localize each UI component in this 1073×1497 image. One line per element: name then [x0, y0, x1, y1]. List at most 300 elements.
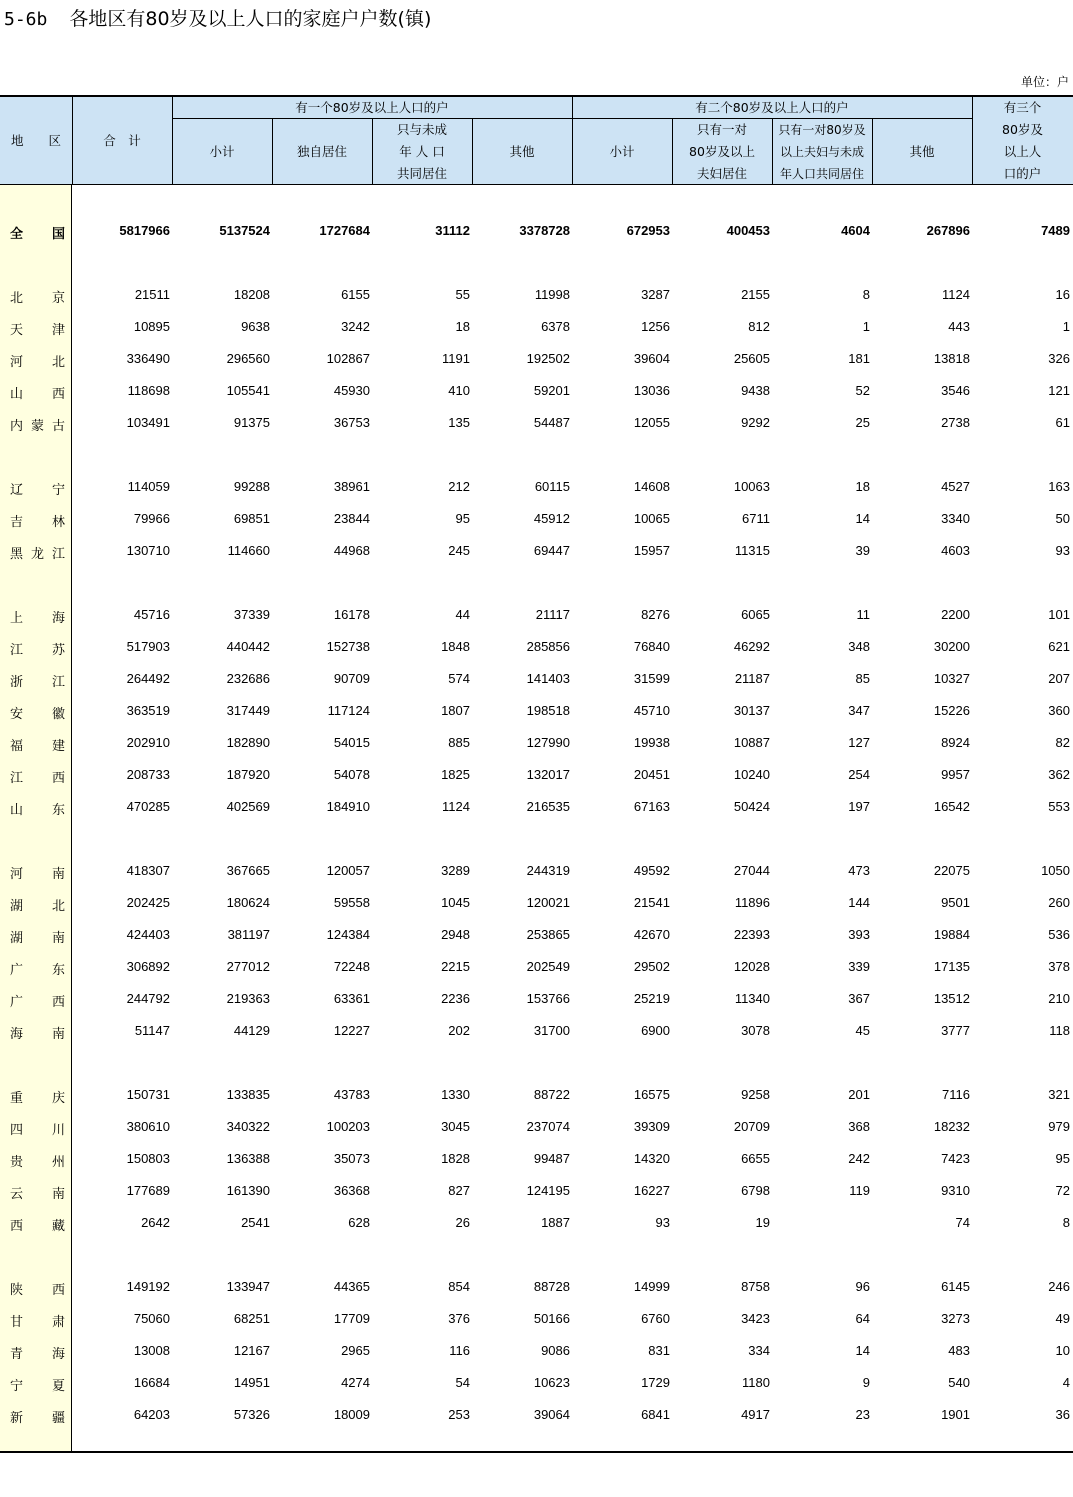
- region-name-char: 南: [52, 867, 66, 882]
- data-table: [0, 95, 1073, 1451]
- table-cell: 13008: [133, 1343, 170, 1358]
- region-name: [0, 695, 72, 727]
- region-name-char: 东: [52, 963, 66, 978]
- region-name: [0, 1271, 72, 1303]
- table-cell: 150731: [126, 1087, 170, 1102]
- region-name-char: 徽: [52, 707, 66, 722]
- table-cell: 8758: [741, 1279, 770, 1294]
- table-cell: 59201: [533, 383, 570, 398]
- table-cell: 254: [848, 767, 870, 782]
- table-cell: 144: [848, 895, 870, 910]
- table-cell: 10240: [733, 767, 770, 782]
- table-cell: 57326: [233, 1407, 270, 1422]
- table-cell: 12227: [333, 1023, 370, 1038]
- table-cell: 187920: [226, 767, 270, 782]
- region-name-char: 江: [10, 771, 24, 786]
- table-cell: 127: [848, 735, 870, 750]
- table-cell: 17135: [933, 959, 970, 974]
- table-cell: 13512: [933, 991, 970, 1006]
- table-cell: 326: [1048, 351, 1070, 366]
- table-row: [0, 535, 1073, 567]
- table-cell: 72: [1055, 1183, 1070, 1198]
- table-cell: 12167: [233, 1343, 270, 1358]
- table-cell: 51147: [134, 1023, 170, 1038]
- table-cell: 3423: [741, 1311, 770, 1326]
- table-cell: 25605: [733, 351, 770, 366]
- table-cell: 11315: [734, 543, 770, 558]
- table-cell: 10887: [733, 735, 770, 750]
- table-cell: 127990: [526, 735, 570, 750]
- table-cell: 85: [855, 671, 870, 686]
- table-cell: 38961: [333, 479, 370, 494]
- table-cell: 18232: [933, 1119, 970, 1134]
- table-row: [0, 1367, 1073, 1399]
- region-name: [0, 503, 72, 535]
- table-title-text: 各地区有80岁及以上人口的家庭户户数(镇): [69, 8, 432, 30]
- table-cell: 130710: [126, 543, 170, 558]
- table-cell: 1050: [1041, 863, 1070, 878]
- table-cell: 363519: [126, 703, 170, 718]
- table-cell: 198518: [526, 703, 570, 718]
- region-name-char: 建: [52, 739, 66, 754]
- table-cell: 27044: [733, 863, 770, 878]
- table-cell: 39: [855, 543, 870, 558]
- region-name-char: 京: [52, 291, 66, 306]
- region-name-char: 川: [52, 1123, 66, 1138]
- table-cell: 79966: [133, 511, 170, 526]
- table-cell: 6711: [742, 511, 770, 526]
- header-total: 合 计: [103, 133, 141, 148]
- table-cell: 22393: [733, 927, 770, 942]
- table-cell: 30137: [733, 703, 770, 718]
- table-cell: 4603: [941, 543, 970, 558]
- table-cell: 237074: [526, 1119, 570, 1134]
- table-cell: 885: [448, 735, 470, 750]
- table-row: [0, 1015, 1073, 1047]
- table-cell: 21541: [633, 895, 670, 910]
- table-cell: 192502: [526, 351, 570, 366]
- table-cell: 31599: [633, 671, 670, 686]
- region-name-char: 内: [10, 419, 24, 434]
- table-cell: 6900: [641, 1023, 670, 1038]
- table-cell: 2236: [441, 991, 470, 1006]
- header-group-two: 有二个80岁及以上人口的户: [695, 99, 849, 115]
- table-row: [0, 599, 1073, 631]
- table-cell: 22075: [933, 863, 970, 878]
- table-cell: 99288: [233, 479, 270, 494]
- table-cell: 11896: [734, 895, 770, 910]
- table-cell: 321: [1048, 1087, 1070, 1102]
- table-cell: 44129: [233, 1023, 270, 1038]
- table-cell: 7116: [942, 1087, 970, 1102]
- table-row: [0, 919, 1073, 951]
- header-two-other: 其他: [909, 143, 935, 159]
- header-two-couple: 只有一对 80岁及以上 夫妇居住: [689, 121, 755, 181]
- table-cell: 184910: [326, 799, 370, 814]
- table-cell: 15957: [633, 543, 670, 558]
- table-row: [0, 983, 1073, 1015]
- table-cell: 6378: [541, 319, 570, 334]
- region-name: [0, 887, 72, 919]
- region-name-char: 疆: [52, 1411, 66, 1426]
- table-row: [0, 407, 1073, 439]
- table-cell: 153766: [526, 991, 570, 1006]
- table-cell: 339: [848, 959, 870, 974]
- table-row: [0, 1399, 1073, 1431]
- region-name: [0, 535, 72, 567]
- table-cell: 133835: [226, 1087, 270, 1102]
- region-name: [0, 215, 72, 247]
- table-cell: [772, 1207, 870, 1239]
- table-cell: 152738: [326, 639, 370, 654]
- table-cell: 105541: [226, 383, 270, 398]
- region-name-char: 庆: [52, 1091, 66, 1106]
- table-cell: 574: [448, 671, 470, 686]
- table-cell: 1887: [541, 1215, 570, 1230]
- table-cell: 21187: [734, 671, 770, 686]
- header-region: 地 区: [10, 133, 61, 148]
- table-cell: 49592: [633, 863, 670, 878]
- table-cell: 54015: [333, 735, 370, 750]
- region-name-char: 甘: [10, 1315, 24, 1330]
- table-cell: 483: [948, 1343, 970, 1358]
- table-cell: 536: [1048, 927, 1070, 942]
- table-cell: 54078: [333, 767, 370, 782]
- table-row: [0, 1303, 1073, 1335]
- table-cell: 31112: [435, 223, 470, 238]
- region-name-char: 蒙: [31, 419, 45, 434]
- table-row: [0, 279, 1073, 311]
- table-row: [0, 951, 1073, 983]
- region-name-char: 江: [10, 643, 24, 658]
- table-cell: 45912: [533, 511, 570, 526]
- table-cell: 244319: [526, 863, 570, 878]
- table-title: [4, 4, 431, 31]
- region-name-char: 西: [10, 1219, 24, 1234]
- table-cell: 16227: [633, 1183, 670, 1198]
- table-cell: 306892: [126, 959, 170, 974]
- table-cell: 2215: [441, 959, 470, 974]
- table-cell: 103491: [126, 415, 170, 430]
- region-name-char: 西: [52, 771, 66, 786]
- header-two-couple-minor: 只有一对80岁及 以上夫妇与未成 年人口共同居住: [778, 122, 866, 181]
- region-name-char: 广: [10, 995, 24, 1010]
- region-name: [0, 1079, 72, 1111]
- table-cell: 232686: [226, 671, 270, 686]
- table-cell: 253: [448, 1407, 470, 1422]
- table-cell: 201: [848, 1087, 870, 1102]
- table-cell: 44968: [333, 543, 370, 558]
- table-cell: 9957: [941, 767, 970, 782]
- table-cell: 242: [848, 1151, 870, 1166]
- table-cell: 1828: [441, 1151, 470, 1166]
- table-cell: 6655: [741, 1151, 770, 1166]
- table-cell: 3378728: [519, 223, 570, 238]
- region-name-char: 福: [10, 739, 24, 754]
- region-name-char: 宁: [10, 1379, 24, 1394]
- region-name-char: 天: [10, 323, 24, 338]
- region-name-char: 湖: [10, 931, 24, 946]
- table-cell: 96: [855, 1279, 870, 1294]
- table-row: [0, 759, 1073, 791]
- region-name-char: 陕: [10, 1283, 24, 1298]
- table-cell: 4274: [341, 1375, 370, 1390]
- table-cell: 21511: [134, 287, 170, 302]
- region-name: [0, 727, 72, 759]
- table-cell: 69447: [533, 543, 570, 558]
- table-cell: 1330: [441, 1087, 470, 1102]
- table-cell: 2948: [441, 927, 470, 942]
- table-cell: 26: [455, 1215, 470, 1230]
- table-row: [0, 1111, 1073, 1143]
- table-cell: 8276: [641, 607, 670, 622]
- table-row: [0, 1207, 1073, 1239]
- table-cell: 100203: [326, 1119, 370, 1134]
- table-cell: 1256: [641, 319, 670, 334]
- table-cell: 54: [455, 1375, 470, 1390]
- table-row: [0, 471, 1073, 503]
- table-row: [0, 695, 1073, 727]
- table-cell: 245: [448, 543, 470, 558]
- region-name-char: 云: [10, 1187, 24, 1202]
- table-cell: 150803: [126, 1151, 170, 1166]
- table-cell: 16542: [933, 799, 970, 814]
- table-cell: 348: [848, 639, 870, 654]
- table-cell: 6798: [741, 1183, 770, 1198]
- table-cell: 120057: [326, 863, 370, 878]
- region-name: [0, 375, 72, 407]
- table-cell: 1848: [441, 639, 470, 654]
- table-cell: 10065: [633, 511, 670, 526]
- table-cell: 141403: [526, 671, 570, 686]
- table-cell: 2155: [741, 287, 770, 302]
- region-name: [0, 1367, 72, 1399]
- region-name: [0, 407, 72, 439]
- region-name-char: 西: [52, 387, 66, 402]
- table-cell: 336490: [126, 351, 170, 366]
- table-cell: 347: [848, 703, 870, 718]
- table-cell: 59558: [333, 895, 370, 910]
- table-cell: 400453: [726, 223, 770, 238]
- table-cell: 410: [448, 383, 470, 398]
- table-cell: 6065: [741, 607, 770, 622]
- region-name-char: 北: [52, 355, 66, 370]
- table-row: [0, 215, 1073, 247]
- table-cell: 9438: [741, 383, 770, 398]
- region-name: [0, 599, 72, 631]
- table-cell: 1191: [442, 351, 470, 366]
- table-cell: 99487: [533, 1151, 570, 1166]
- table-cell: 133947: [226, 1279, 270, 1294]
- table-cell: 827: [448, 1183, 470, 1198]
- table-cell: 3340: [941, 511, 970, 526]
- table-cell: 202549: [526, 959, 570, 974]
- region-name-char: 宁: [52, 483, 66, 498]
- region-name: [0, 951, 72, 983]
- table-cell: 20451: [633, 767, 670, 782]
- region-name-char: 贵: [10, 1155, 24, 1170]
- region-name-char: 江: [52, 547, 66, 562]
- region-name-char: 重: [10, 1091, 24, 1106]
- region-name-char: 夏: [52, 1379, 66, 1394]
- table-cell: 46292: [733, 639, 770, 654]
- table-cell: 3777: [941, 1023, 970, 1038]
- table-cell: 135: [448, 415, 470, 430]
- table-cell: 36753: [333, 415, 370, 430]
- table-row: [0, 1271, 1073, 1303]
- table-cell: 14999: [633, 1279, 670, 1294]
- table-cell: 376: [448, 1311, 470, 1326]
- table-cell: 75060: [133, 1311, 170, 1326]
- table-cell: 4604: [841, 223, 870, 238]
- table-cell: 7423: [941, 1151, 970, 1166]
- table-row: [0, 1143, 1073, 1175]
- header-group-three: 有三个 80岁及 以上人 口的户: [1002, 100, 1043, 181]
- table-cell: 118: [1049, 1023, 1070, 1038]
- table-cell: 2642: [141, 1215, 170, 1230]
- table-row: [0, 727, 1073, 759]
- region-name-char: 南: [52, 1027, 66, 1042]
- table-cell: 43783: [333, 1087, 370, 1102]
- table-cell: 23: [855, 1407, 870, 1422]
- table-cell: 470285: [126, 799, 170, 814]
- table-cell: 44: [455, 607, 470, 622]
- region-name: [0, 279, 72, 311]
- table-cell: 296560: [226, 351, 270, 366]
- table-cell: 367: [848, 991, 870, 1006]
- table-cell: 517903: [126, 639, 170, 654]
- header-two-subtotal: 小计: [609, 143, 635, 159]
- region-name-char: 东: [52, 803, 66, 818]
- table-row: [0, 343, 1073, 375]
- table-cell: 362: [1048, 767, 1070, 782]
- table-cell: 55: [455, 287, 470, 302]
- table-cell: 1124: [442, 799, 470, 814]
- table-cell: 3242: [341, 319, 370, 334]
- table-cell: 19884: [933, 927, 970, 942]
- table-cell: 2738: [941, 415, 970, 430]
- table-cell: 1124: [942, 287, 970, 302]
- table-cell: 197: [848, 799, 870, 814]
- table-cell: 3078: [741, 1023, 770, 1038]
- table-cell: 378: [1048, 959, 1070, 974]
- table-cell: 267896: [926, 223, 970, 238]
- table-cell: 854: [448, 1279, 470, 1294]
- table-cell: 39309: [633, 1119, 670, 1134]
- table-cell: 202910: [126, 735, 170, 750]
- table-cell: 14951: [233, 1375, 270, 1390]
- table-cell: 202425: [126, 895, 170, 910]
- table-cell: 12055: [633, 415, 670, 430]
- table-cell: 5817966: [119, 223, 170, 238]
- table-cell: 93: [1055, 543, 1070, 558]
- table-cell: 1901: [941, 1407, 970, 1422]
- region-name-char: 海: [52, 611, 66, 626]
- table-row: [0, 311, 1073, 343]
- table-cell: 2541: [241, 1215, 270, 1230]
- table-cell: 1825: [441, 767, 470, 782]
- table-cell: 18208: [233, 287, 270, 302]
- table-cell: 88728: [533, 1279, 570, 1294]
- table-cell: 31700: [533, 1023, 570, 1038]
- region-name: [0, 1335, 72, 1367]
- table-cell: 19: [755, 1215, 770, 1230]
- table-cell: 1045: [441, 895, 470, 910]
- region-name-char: 西: [52, 1283, 66, 1298]
- table-cell: 50: [1055, 511, 1070, 526]
- table-cell: 212: [448, 479, 470, 494]
- table-cell: 50166: [533, 1311, 570, 1326]
- table-cell: 13818: [933, 351, 970, 366]
- table-cell: 119: [849, 1183, 870, 1198]
- table-cell: 334: [748, 1343, 770, 1358]
- table-cell: 360: [1048, 703, 1070, 718]
- table-cell: 10063: [733, 479, 770, 494]
- table-cell: 8924: [941, 735, 970, 750]
- region-name: [0, 631, 72, 663]
- table-cell: 12028: [733, 959, 770, 974]
- table-cell: 13036: [633, 383, 670, 398]
- region-name-char: 南: [52, 1187, 66, 1202]
- table-cell: 18: [855, 479, 870, 494]
- region-name: [0, 311, 72, 343]
- table-cell: 3287: [641, 287, 670, 302]
- table-cell: 95: [1055, 1151, 1070, 1166]
- table-cell: 10895: [133, 319, 170, 334]
- table-cell: 628: [348, 1215, 370, 1230]
- table-cell: 10327: [933, 671, 970, 686]
- table-cell: 93: [655, 1215, 670, 1230]
- table-cell: 9501: [941, 895, 970, 910]
- table-cell: 49: [1055, 1311, 1070, 1326]
- table-bottom-border: [0, 1451, 1073, 1453]
- region-name: [0, 983, 72, 1015]
- table-cell: 163: [1048, 479, 1070, 494]
- table-cell: 14: [855, 1343, 870, 1358]
- table-cell: 42670: [633, 927, 670, 942]
- table-cell: 202: [448, 1023, 470, 1038]
- table-cell: 5137524: [219, 223, 270, 238]
- table-cell: 1729: [641, 1375, 670, 1390]
- table-cell: 15226: [933, 703, 970, 718]
- table-cell: 36: [1055, 1407, 1070, 1422]
- region-name: [0, 343, 72, 375]
- region-name: [0, 1015, 72, 1047]
- table-cell: 380610: [126, 1119, 170, 1134]
- table-cell: 17709: [333, 1311, 370, 1326]
- header-one-alone: 独自居住: [296, 143, 347, 159]
- table-cell: 260: [1048, 895, 1070, 910]
- table-cell: 11: [856, 607, 870, 622]
- region-name: [0, 855, 72, 887]
- table-cell: 210: [1048, 991, 1070, 1006]
- table-cell: 7489: [1041, 223, 1070, 238]
- table-cell: 368: [848, 1119, 870, 1134]
- table-cell: 19938: [633, 735, 670, 750]
- table-cell: 4527: [941, 479, 970, 494]
- region-name: [0, 1143, 72, 1175]
- region-name: [0, 663, 72, 695]
- table-cell: 317449: [226, 703, 270, 718]
- table-cell: 1180: [742, 1375, 770, 1390]
- table-cell: 402569: [226, 799, 270, 814]
- table-cell: 181: [848, 351, 870, 366]
- table-cell: 9310: [941, 1183, 970, 1198]
- region-name-char: 黑: [10, 547, 24, 562]
- header-one-other: 其他: [509, 143, 535, 159]
- table-cell: 132017: [526, 767, 570, 782]
- table-cell: 52: [855, 383, 870, 398]
